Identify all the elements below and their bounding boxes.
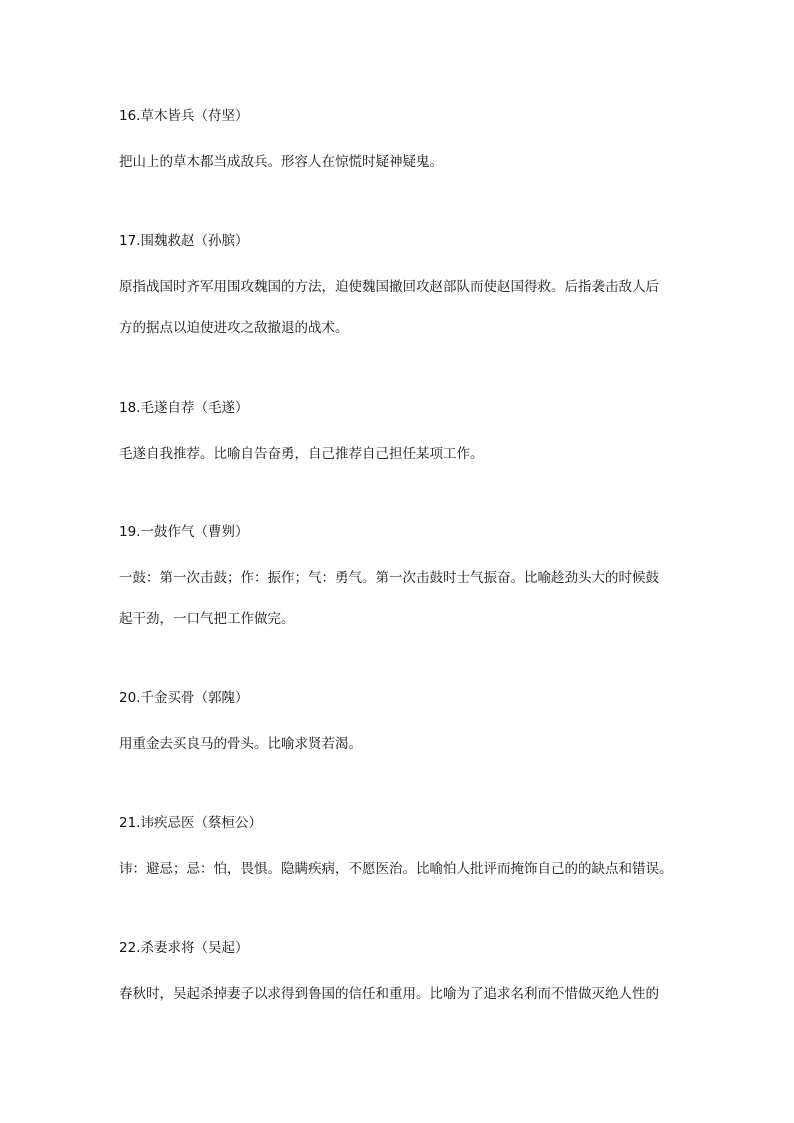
description-line: 毛遂自我推荐。比喻自告奋勇，自己推荐自己担任某项工作。 (119, 446, 484, 462)
description-line: 原指战国时齐军用围攻魏国的方法，迫使魏国撤回攻赵部队而使赵国得救。后指袭击敌人后 (119, 279, 659, 295)
idiom-entry-20 (119, 688, 689, 765)
idiom-entry-22 (119, 938, 689, 1015)
idiom-description (119, 142, 689, 183)
description-line: 春秋时，吴起杀掉妻子以求得到鲁国的信任和重用。比喻为了追求名利而不惜做灭绝人性的 (119, 986, 659, 1002)
idiom-entry-21 (119, 813, 689, 890)
idiom-entry-18 (119, 398, 689, 475)
idiom-description (119, 849, 689, 890)
idiom-title: 19.一鼓作气（曹刿） (119, 524, 249, 540)
description-line: 把山上的草木都当成敌兵。形容人在惊慌时疑神疑鬼。 (119, 154, 443, 170)
idiom-description (119, 267, 689, 349)
description-line: 一鼓：第一次击鼓；作：振作；气：勇气。第一次击鼓时士气振奋。比喻趁劲头大的时候鼓 (119, 570, 659, 586)
idiom-title: 18.毛遂自荐（毛遂） (119, 400, 249, 416)
idiom-description (119, 724, 689, 765)
description-line: 用重金去买良马的骨头。比喻求贤若渴。 (119, 736, 362, 752)
description-line: 方的据点以迫使进攻之敌撤退的战术。 (119, 320, 349, 336)
idiom-entry-17 (119, 231, 689, 349)
idiom-title: 16.草木皆兵（苻坚） (119, 108, 249, 124)
idiom-title: 17.围魏救赵（孙膑） (119, 233, 249, 249)
idiom-description (119, 558, 689, 640)
idiom-title: 20.千金买骨（郭隗） (119, 690, 249, 706)
idiom-description (119, 974, 689, 1015)
idiom-entry-19 (119, 522, 689, 640)
idiom-description (119, 434, 689, 475)
idiom-title: 22.杀妻求将（吴起） (119, 940, 249, 956)
idiom-title: 21.讳疾忌医（蔡桓公） (119, 815, 262, 831)
idiom-entry-16 (119, 106, 689, 183)
description-line: 讳：避忌；忌：怕，畏惧。隐瞒疾病，不愿医治。比喻怕人批评而掩饰自己的的缺点和错误。 (119, 861, 673, 877)
description-line: 起干劲，一口气把工作做完。 (119, 611, 295, 627)
